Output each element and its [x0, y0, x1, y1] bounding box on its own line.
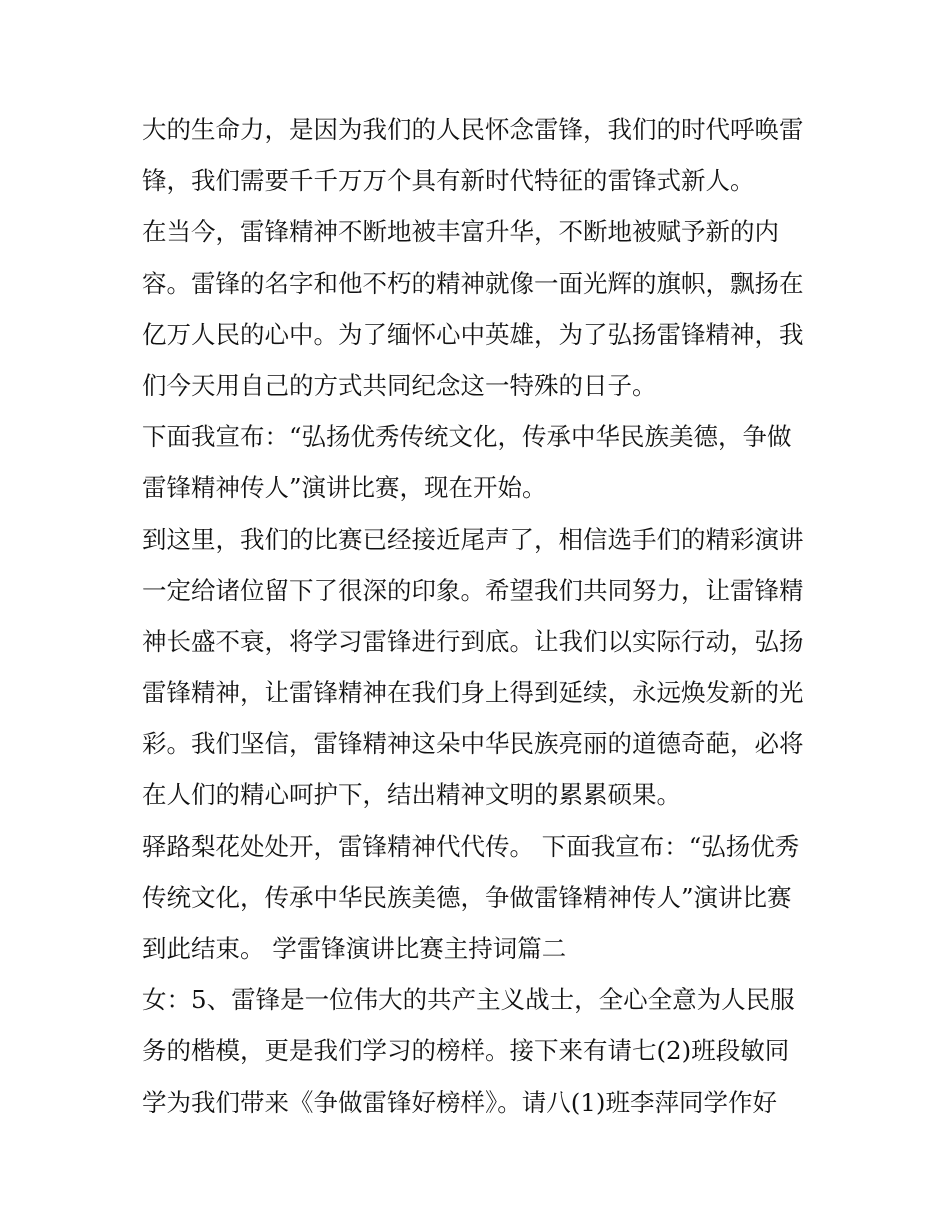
text-line: 在人们的精心呵护下，结出精神文明的累累硕果。 — [142, 780, 681, 810]
text-line: 神长盛不衰，将学习雷锋进行到底。让我们以实际行动，弘扬 — [142, 626, 804, 656]
text-line: 到此结束。 学雷锋演讲比赛主持词篇二 — [142, 934, 567, 963]
text-line: 学为我们带来《争做雷锋好榜样》。请八(1)班李萍同学作好 — [142, 1087, 777, 1117]
text-line: 雷锋精神，让雷锋精神在我们身上得到延续，永远焕发新的光 — [142, 678, 804, 708]
text-line: 到这里，我们的比赛已经接近尾声了，相信选手们的精彩演讲 — [142, 524, 804, 554]
text-line: 一定给诸位留下了很深的印象。希望我们共同努力，让雷锋精 — [142, 575, 804, 605]
document-body — [142, 104, 822, 1128]
text-line: 彩。我们坚信，雷锋精神这朵中华民族亮丽的道德奇葩，必将 — [142, 729, 804, 759]
text-line: 下面我宣布：“弘扬优秀传统文化，传承中华民族美德，争做 — [142, 422, 792, 452]
text-line: 传统文化，传承中华民族美德，争做雷锋精神传人”演讲比赛 — [142, 882, 792, 912]
text-line: 容。雷锋的名字和他不朽的精神就像一面光辉的旗帜，飘扬在 — [142, 268, 804, 298]
text-line: 雷锋精神传人”演讲比赛，现在开始。 — [142, 473, 547, 503]
text-line: 务的楷模，更是我们学习的榜样。接下来有请七(2)班段敏同 — [142, 1036, 790, 1066]
text-line: 锋，我们需要千千万万个具有新时代特征的雷锋式新人。 — [142, 166, 755, 196]
text-line: 在当今，雷锋精神不断地被丰富升华，不断地被赋予新的内 — [142, 217, 779, 247]
text-line: 们今天用自己的方式共同纪念这一特殊的日子。 — [142, 370, 657, 400]
text-line: 女：5、雷锋是一位伟大的共产主义战士，全心全意为人民服 — [142, 985, 795, 1015]
text-line: 驿路梨花处处开，雷锋精神代代传。 下面我宣布：“弘扬优秀 — [142, 831, 800, 861]
text-line: 大的生命力，是因为我们的人民怀念雷锋，我们的时代呼唤雷 — [142, 115, 804, 144]
text-line: 亿万人民的心中。为了缅怀心中英雄，为了弘扬雷锋精神，我 — [142, 319, 804, 349]
